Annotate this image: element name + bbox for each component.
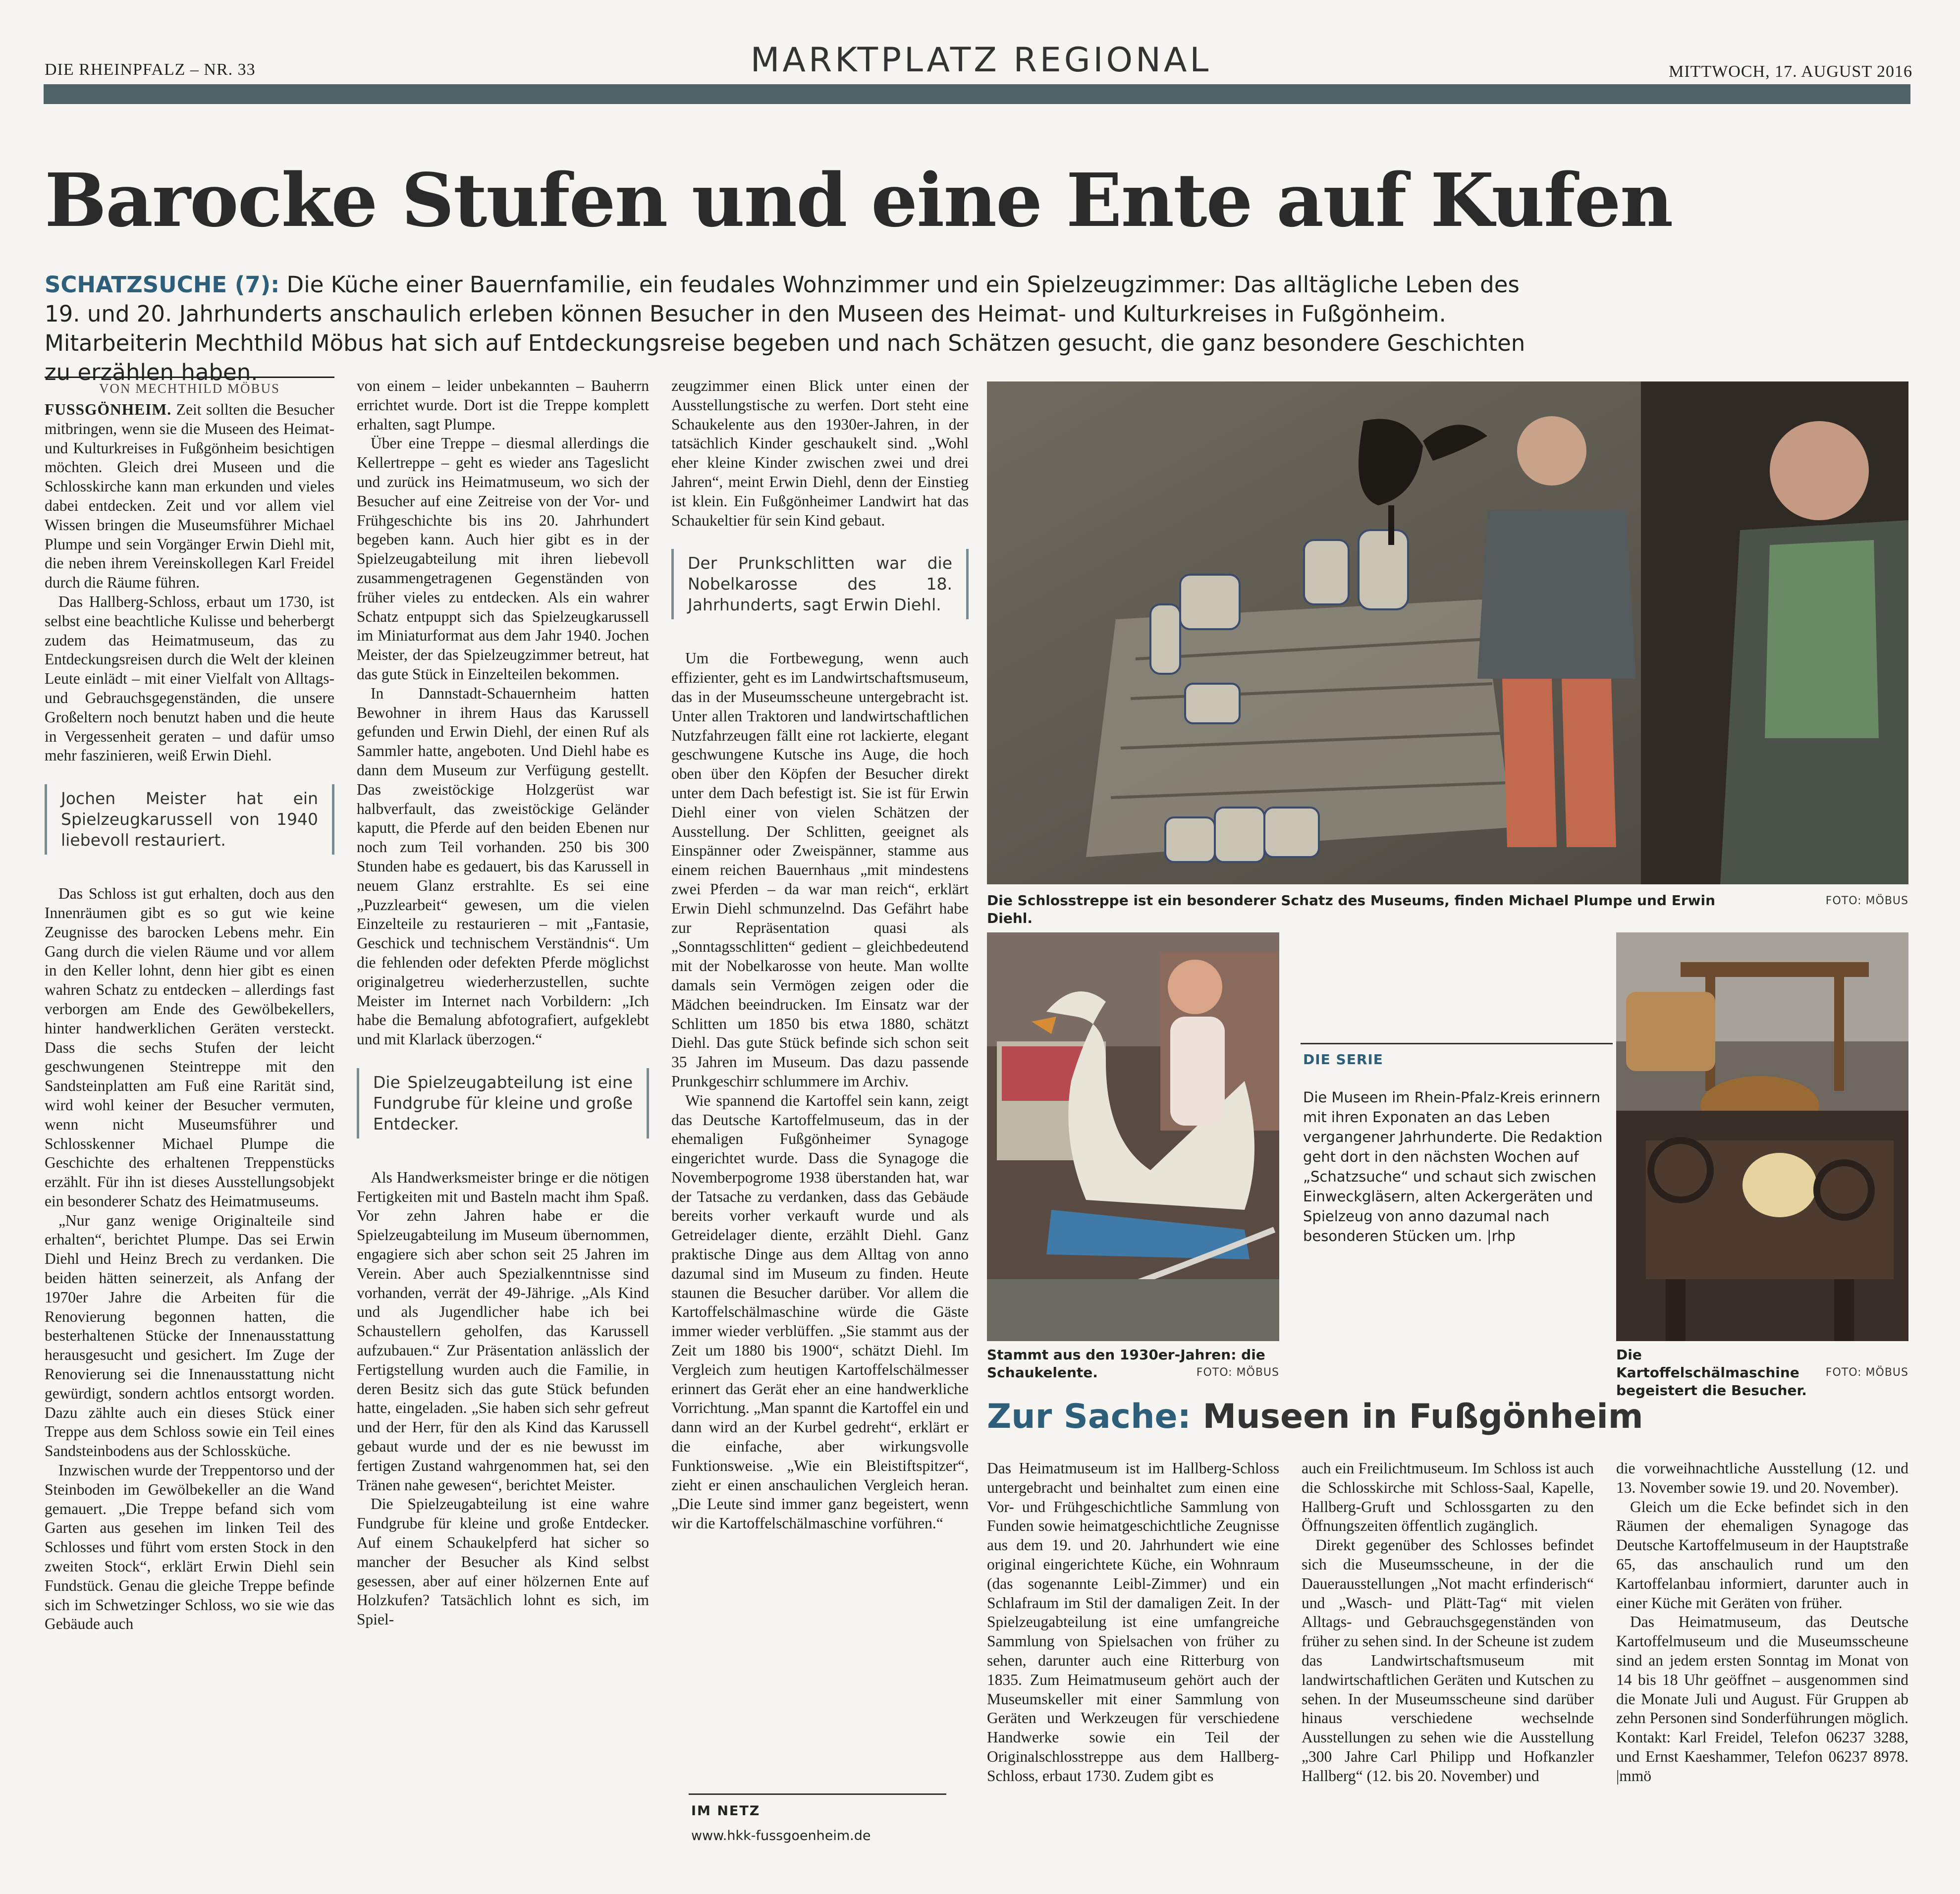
article-paragraph: Um die Fortbewegung, wenn auch effizienter, geht es im Landwirtschaftsmuseum, das in der Museumsscheune untergebracht ist. Unter allen Traktoren und landwirtschaftlichen Nutzfahrzeugen fällt eine rot lackierte, elegant geschwungene Kutsche ins Auge, die hoch oben über den Köpfen der Besucher direkt unter dem Dach befestigt ist. Sie ist für Erwin Diehl einer von vielen Schätzen der Ausstellung. Der Schlitten, geeignet als Einspänner oder Zweispänner, stamme aus einem reichen Bauernhaus „mit mindestens zwei Pferden – da war man reich“, erklärt Erwin Diehl schmunzelnd. Das Gefährt habe zur Repräsentation quasi als „Sonntagsschlitten“ gedient – gleichbedeutend mit der Nobelkarosse von heute. Man wollte damals sein Vermögen zeigen oder die Mädchen beeindrucken. Im Einsatz war der Schlitten um 1850 bis etwa 1880, schätzt Diehl. Das gute Stück befinde sich schon seit 35 Jahren im Museum. Das dazu passende Prunkgeschirr schlummere im Archiv. (671, 649, 969, 1090)
article-paragraph: „Nur ganz wenige Originalteile sind erhalten“, berichtet Plumpe. Das sei Erwin Diehl und Heinz Brech zu verdanken. Die beiden hätten seinerzeit, als Anfang der 1970er Jahre die Arbeiten für die Renovierung begonnen hatten, die besterhaltenen Stücke der Innenausstattung herausgesucht und gesichert. Im Zuge der Renovierung sei die Innenausstattung nicht gewürdigt, sondern achtlos entsorgt worden. Dazu zählte auch ein dieses Stück einer Treppe aus dem Schloss sowie ein Teil eines Sandsteinbodens aus der Schlossküche. (45, 1211, 334, 1460)
article-paragraph: von einem – leider unbekannten – Bauherrn errichtet wurde. Dort ist die Treppe komplett erhalten, sagt Plumpe. (357, 377, 649, 433)
article-paragraph: Das Hallberg-Schloss, erbaut um 1730, ist selbst eine beachtliche Kulisse und beherbergt zudem das Heimatmuseum, das zu Entdeckungsreisen durch die Welt der kleinen Leute einlädt – mit einer Vielfalt von Alltags- und Gebrauchsgegenständen, die unsere Großeltern noch benutzt haben und die heute in Vergessenheit geraten – und dafür umso mehr faszinieren, weiß Erwin Diehl. (45, 593, 334, 764)
info-paragraph: Gleich um die Ecke befindet sich in den Räumen der ehemaligen Synagoge das Deutsche Kartoffelmuseum in der Hauptstraße 65, das anschaulich rund um den Kartoffelanbau informiert, darunter auch in einer Küche mit Geräten von früher. (1616, 1498, 1908, 1612)
article-paragraph: In Dannstadt-Schauernheim hatten Bewohner in ihrem Haus das Karussell gefunden und Erwin Diehl, der einen Ruf als Sammler hatte, angeboten. Und Diehl habe es dann dem Museum zur Verfügung gestellt. Das zweistöckige Holzgerüst war halbverfault, das zweistöckige Geländer kaputt, die Pferde auf den beiden Ebenen nur noch zum Teil vorhanden. 250 bis 300 Stunden habe es gedauert, bis das Karussell in neuem Glanz erstrahlte. Es sei eine „Puzzlearbeit“ gewesen, um die vielen Einzelteile zu restaurieren – mit „Fantasie, Geschick und technischem Verständnis“. Um die fehlenden oder defekten Pferde möglichst originalgetreu wiederherzustellen, suchte Meister im Internet nach Vorbildern: „Ich habe die Bemalung abfotografiert, aufgeklebt und mit Klarlack überzogen.“ (357, 684, 649, 1048)
serie-rule (1301, 1043, 1613, 1044)
info-column-3 (1616, 1459, 1908, 1786)
series-kicker: SCHATZSUCHE (7): (45, 271, 280, 298)
duck-photo-caption: Stammt aus den 1930er-Jahren: die Schaukelente. (987, 1347, 1265, 1381)
photo-illustration (987, 932, 1279, 1341)
article-column-3 (671, 377, 969, 1533)
info-box-label: Zur Sache: (987, 1397, 1191, 1436)
newspaper-name: DIE RHEINPFALZ – NR. 33 (45, 60, 256, 79)
article-paragraph: zeugzimmer einen Blick unter einen der Ausstellungstische zu werfen. Dort steht eine Schaukelente aus den 1930er-Jahren, in der tatsächlich Kinder geschaukelt sind. „Wohl eher kleine Kinder zwischen zwei und drei Jahren“, meint Erwin Diehl, denn der Einstieg ist klein. Ein Fußgönheimer Landwirt hat das Schaukeltier für sein Kind gebaut. (671, 377, 969, 529)
dateline: FUSSGÖNHEIM. (45, 401, 172, 418)
article-paragraph: Die Spielzeugabteilung ist eine wahre Fundgrube für kleine und große Entdecker. Auf einem Schaukelpferd hat sicher so mancher der Besucher als Kind selbst gesessen, aber auf einer hölzernen Ente auf Holzkufen? Tatsächlich lohnt es sich, im Spiel- (357, 1495, 649, 1628)
article-column-1 (45, 400, 334, 1634)
info-box-title: Zur Sache: Museen in Fußgönheim (987, 1397, 1643, 1436)
main-photo-credit: FOTO: MÖBUS (1825, 895, 1908, 907)
photo-castle-stairs (987, 381, 1908, 884)
photo-rocking-duck (987, 932, 1279, 1341)
peeler-photo-caption: Die Kartoffelschälmaschine begeistert die Besucher. (1616, 1347, 1807, 1399)
article-paragraph: Wie spannend die Kartoffel sein kann, zeigt das Deutsche Kartoffelmuseum, das in der ehemaligen Fußgönheimer Synagoge eingerichtet wurde. Dass die Synagoge die Novemberpogrome 1938 überstanden hat, war der Tatsache zu verdanken, dass das Gebäude bereits vorher verkauft wurde und als Getreidelager diente, erzählt Diehl. Ganz praktische Dinge aus dem Alltag von anno dazumal sind im Museum zu finden. Heute staunen die Besucher darüber. Vor allem die Kartoffelschälmaschine würde die Gäste immer wieder verblüffen. „Sie stammt aus der Zeit um 1880 bis 1900“, schätzt Diehl. Im Vergleich zum heutigen Kartoffelschälmesser erinnert das Gerät eher an eine handwerkliche Vorrichtung. „Man spannt die Kartoffel ein und dann wird an der Kurbel gedreht“, erklärt er die einfache, aber wirkungsvolle Funktionsweise. „Wie ein Bleistiftspitzer“, zieht er einen anschaulichen Vergleich heran. „Die Leute sind immer ganz begeistert, wenn wir die Kartoffelschälmaschine vorführen.“ (671, 1091, 969, 1532)
byline: VON MECHTHILD MÖBUS (45, 377, 334, 396)
netz-rule (689, 1793, 946, 1795)
info-column-1 (987, 1459, 1279, 1786)
info-paragraph: Direkt gegenüber des Schlosses befindet sich die Museumsscheune, in der die Dauerausstellungen „Not macht erfinderisch“ und „Wasch- und Plätt-Tag“ mit vielen Alltags- und Gebrauchsgegenständen von früher zu sehen sind. In der Scheune ist zudem das Landwirtschaftsmuseum mit landwirtschaftlichen Geräten und Kutschen zu sehen. In der Museumsscheune sind darüber hinaus verschiedene wechselnde Ausstellungen zu sehen wie die Ausstellung „300 Jahre Carl Philipp und Hofkanzler Hallberg“ (12. bis 20. November) und (1302, 1536, 1594, 1785)
photo-illustration (1616, 932, 1908, 1341)
photo-illustration (987, 381, 1908, 884)
info-paragraph: die vorweihnachtliche Ausstellung (12. und 13. November sowie 19. und 20. November). (1616, 1460, 1908, 1496)
pull-quote: Der Prunkschlitten war die Nobelkarosse des 18. Jahrhunderts, sagt Erwin Diehl. (671, 549, 969, 619)
duck-photo-credit: FOTO: MÖBUS (1196, 1366, 1279, 1379)
serie-heading: DIE SERIE (1303, 1051, 1383, 1068)
article-paragraph: Inzwischen wurde der Treppentorso und der Steinboden im Gewölbekeller an die Wand gemauert. „Die Treppe befand sich vom Garten aus gesehen im linken Teil des Schlosses und führt vom ersten Stock in den zweiten Stock“, erklärt Erwin Diehl sein Fundstück. Genau die gleiche Treppe befinde sich im Schwetzinger Schloss, wo sie wie das Gebäude auch (45, 1461, 334, 1633)
article-paragraph: FUSSGÖNHEIM. Zeit sollten die Besucher mitbringen, wenn sie die Museen des Heimat- und Kulturkreises in Fußgönheim besichtigen möchten. Gleich drei Museen und die Schlosskirche kann man erkunden und vieles dabei entdecken. Zeit und vor allem viel Wissen bringen die Museumsführer Michael Plumpe und sein Vorgänger Erwin Diehl mit, die neben ihrem Vereinskollegen Karl Freidel durch die Räume führen. (45, 401, 334, 592)
article-column-2 (357, 377, 649, 1629)
article-paragraph: Das Schloss ist gut erhalten, doch aus den Innenräumen gibt es so gut wie keine Zeugnisse des barocken Lebens mehr. Ein Gang durch die vielen Räume und vor allem in den Keller lohnt, denn hier gibt es einen wahren Schatz zu entdecken – allerdings fast verborgen am Ende des Gewölbekellers, hinter handwerklichen Geräten versteckt. Dass die sechs Stufen der leicht geschwungenen Steintreppe mit den Sandsteinplatten am Fuß eine Rarität sind, wird wohl keiner der Besucher vermuten, wenn nicht Museumsführer und Schlosskenner Michael Plumpe die Geschichte des erhaltenen Treppenstücks erzählt. Für ihn ist dieses Ausstellungsobjekt ein besonderer Schatz des Heimatmuseums. (45, 885, 334, 1210)
main-photo-caption: Die Schlosstreppe ist ein besonderer Schatz des Museums, finden Michael Plumpe und Erwin Diehl. (987, 892, 1716, 926)
pull-quote: Jochen Meister hat ein Spielzeugkarussell von 1940 liebevoll restauriert. (45, 784, 334, 855)
info-paragraph: Das Heimatmuseum, das Deutsche Kartoffelmuseum und die Museumsscheune sind an jedem ersten Sonntag im Monat von 14 bis 18 Uhr geöffnet – ausgenommen sind die Monate Juli und August. Für Gruppen ab zehn Personen sind Sonderführungen möglich. Kontakt: Karl Freidel, Telefon 06237 3288, und Ernst Kaeshammer, Telefon 06237 8978. |mmö (1616, 1613, 1908, 1785)
info-paragraph: auch ein Freilichtmuseum. Im Schloss ist auch die Schlosskirche mit Schloss-Saal, Kapelle, Hallberg-Gruft und Schlossgarten zu den Öffnungszeiten öffentlich zugänglich. (1302, 1460, 1594, 1535)
headline: Barocke Stufen und eine Ente auf Kufen (45, 157, 1673, 243)
article-paragraph: Als Handwerksmeister bringe er die nötigen Fertigkeiten mit und Basteln macht ihm Spaß. Vor zehn Jahren habe er die Spielzeugabteilung im Museum übernommen, engagiere sich aber schon seit 25 Jahren im Verein. Aber auch Spezialkenntnisse sind vorhanden, verrät der 49-Jährige. „Als Kind und als Jugendlicher habe ich bei Schaustellern geholfen, das Karussell aufzubauen.“ Zur Präsentation anlässlich der Fertigstellung wurden auch die Familie, in deren Besitz sich das gute Stück befunden hatte, eingeladen. „Sie haben sich sehr gefreut und der Herr, für den als Kind das Karussell gebaut wurde und der es nie bewusst im fertigen Zustand wahrgenommen hat, sei den Tränen nahe gewesen“, berichtet Meister. (357, 1168, 649, 1494)
lead-text: Die Küche einer Bauernfamilie, ein feudales Wohnzimmer und ein Spielzeugzimmer: Das alltägliche Leben des 19. und 20. Jahrhunderts anschaulich erleben können Besucher in den Museen des Heimat- und Kulturkreises in Fußgönheim. Mitarbeiterin Mechthild Möbus hat sich auf Entdeckungsreise begeben und nach Schätzen gesucht, die ganz besondere Geschichten zu erzählen haben. (45, 271, 1525, 385)
web-links-heading: IM NETZ (691, 1803, 761, 1819)
serie-text: Die Museen im Rhein-Pfalz-Kreis erinnern mit ihren Exponaten an das Leben vergangener Jahrhunderte. Die Redaktion geht dort in den nächsten Wochen auf „Schatzsuche“ und schaut sich zwischen Einweckgläsern, alten Ackergeräten und Spielzeug von anno dazumal nach besonderen Stücken um. |rhp (1303, 1089, 1603, 1245)
section-title: MARKTPLATZ REGIONAL (750, 41, 1212, 80)
photo-potato-peeler (1616, 932, 1908, 1341)
lead-paragraph (45, 270, 1541, 387)
issue-date: MITTWOCH, 17. AUGUST 2016 (1669, 62, 1912, 81)
masthead-bar (44, 84, 1910, 104)
peeler-photo-credit: FOTO: MÖBUS (1825, 1366, 1908, 1379)
web-link[interactable]: www.hkk-fussgoenheim.de (691, 1828, 871, 1843)
info-paragraph: Das Heimatmuseum ist im Hallberg-Schloss untergebracht und beinhaltet zum einen eine Vor- und Frühgeschichtliche Sammlung von Funden sowie heimatgeschichtliche Zeugnisse aus dem 19. und 20. Jahrhundert wie eine original eingerichtete Küche, ein Wohnraum (das sogenannte Leibl-Zimmer) und ein Schlafraum im Stil der damaligen Zeit. In der Spielzeugabteilung ist eine umfangreiche Sammlung von Spielsachen von früher zu sehen, darunter auch eine Ritterburg von 1835. Zum Heimatmuseum gehört auch der Museumskeller mit einer Sammlung von Geräten und Werkzeugen für verschiedene Handwerke sowie ein Teil der Originalschlosstreppe aus dem Hallberg-Schloss, erbaut 1730. Zudem gibt es (987, 1460, 1279, 1785)
article-paragraph: Über eine Treppe – diesmal allerdings die Kellertreppe – geht es wieder ans Tageslicht und zurück ins Heimatmuseum, wo sich der Besucher auf eine Zeitreise von der Vor- und Frühgeschichte bis ins 20. Jahrhundert begeben kann. Auch hier gibt es in der Spielzeugabteilung mit ihren liebevoll zusammengetragenen Gegenständen von früher vieles zu entdecken. Als ein wahrer Schatz entpuppt sich das Spielzeugkarussell im Miniaturformat aus dem Jahr 1940. Jochen Meister, der das Spielzeugzimmer betreut, hat das gute Stück in Einzelteilen bekommen. (357, 434, 649, 683)
info-column-2 (1302, 1459, 1594, 1786)
pull-quote: Die Spielzeugabteilung ist eine Fundgrube für kleine und große Entdecker. (357, 1068, 649, 1138)
